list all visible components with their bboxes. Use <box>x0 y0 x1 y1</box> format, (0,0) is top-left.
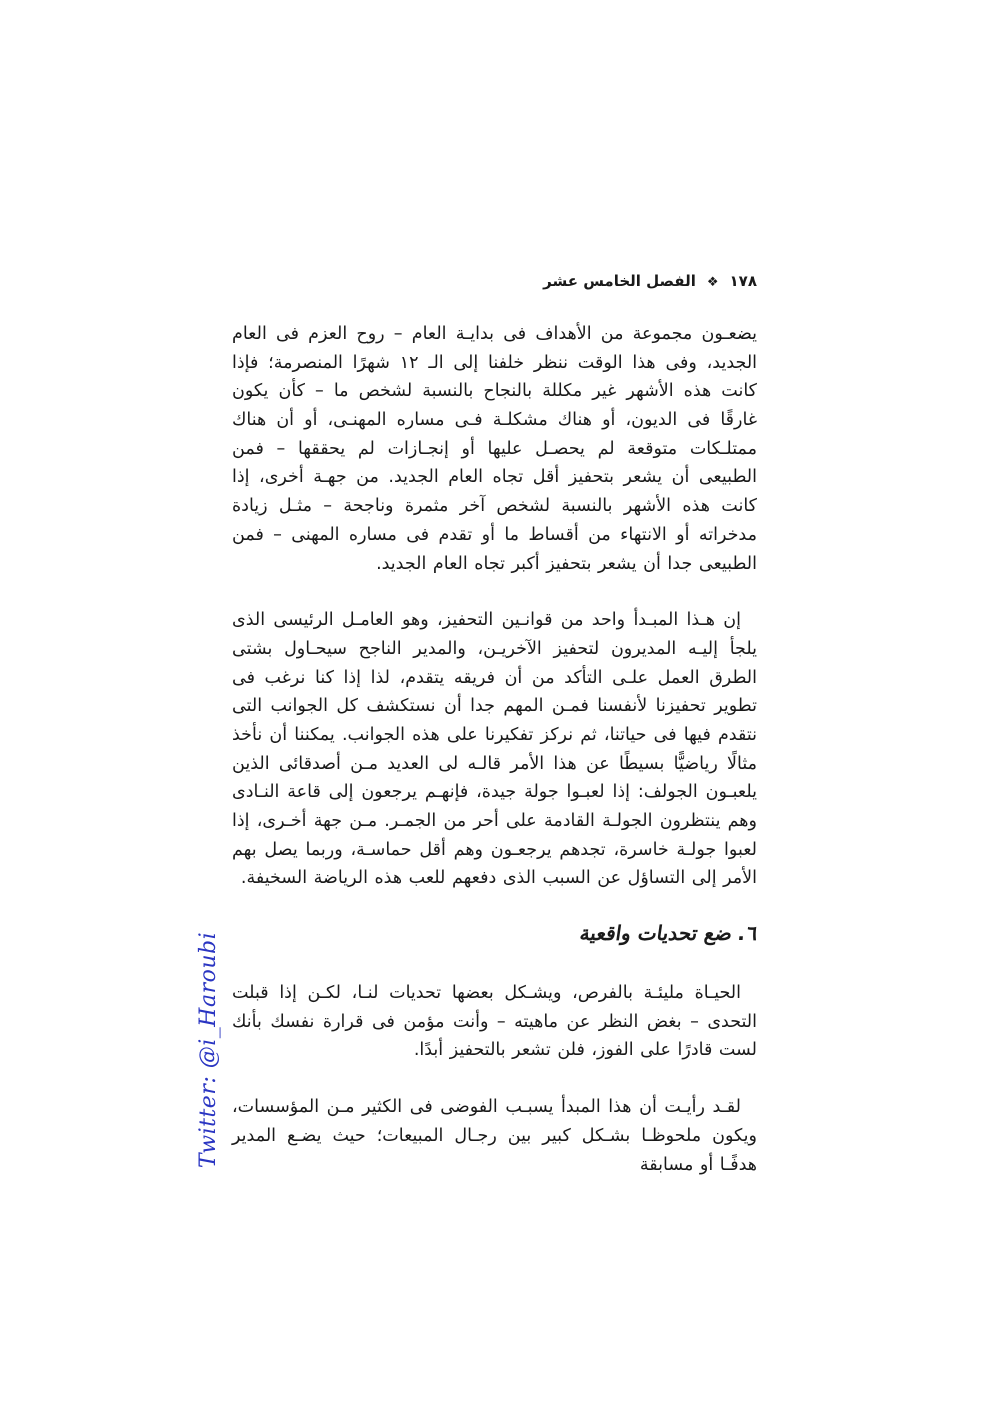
twitter-watermark: Twitter: @i_Haroubi <box>196 931 221 1169</box>
section-heading-realistic-challenges: ٦. ضع تحديات واقعية <box>576 921 757 946</box>
paragraph-motivation-principle: إن هـذا المبـدأ واحد من قوانـين التحفيز، وهو العامـل الرئيسى الذى يلجأ إليـه المديرون لتحفيز الآخريـن، والمدير الناجح سيحـاول بشتى الطرق العمل علـى التأكد من أن فريقه يتقدم، لذا إذا كنا نرغب فى تطوير تحفيزنا لأنفسنا فمـن المهم جدا أن نستكشف كل الجوانب التى نتقدم فيها فى حياتنا، ثم نركز تفكيرنا على هذه الجوانب. يمكننا أن نأخذ مثالًا رياضيًّا بسيطًا عن هذا الأمر قالـه لى العديد مـن أصدقائى الذين يلعبـون الجولف: إذا لعبـوا جولة جيدة، فإنهـم يرجعون إلى قاعة النـادى وهم ينتظرون الجولـة القادمة على أحر من الجمـر. مـن جهة أخـرى، إذا لعبوا جولـة خاسرة، تجدهم يرجعـون وهم أقل حماسـة، وربما يصل بهم الأمر إلى التساؤل عن السبب الذى دفعهم للعب هذه الرياضة السخيفة. <box>232 610 757 889</box>
paragraph-sales-managers: لقـد رأيـت أن هذا المبدأ يسبـب الفوضى فى الكثير مـن المؤسسات، ويكون ملحوظـا بشـكل كبير بين رجـال المبيعات؛ حيث يضـع المدير هدفًـا أو مسابقة <box>232 1097 757 1175</box>
chapter-ornament-icon: ❖ <box>706 274 719 290</box>
paragraph-life-opportunities: الحيـاة مليئـة بالفرص، ويشـكل بعضها تحديات لنـا، لكـن إذا قبلت التحدى – بغض النظر عن ماهيته – وأنت مؤمن فى قرارة نفسك بأنك لست قادرًا على الفوز، فلن تشعر بالتحفيز أبدًا. <box>232 983 757 1061</box>
page-number: ١٧٨ <box>729 272 757 290</box>
page-content <box>232 272 757 1207</box>
page-header <box>232 272 757 290</box>
paragraph-new-year-goals: يضعـون مجموعة من الأهداف فى بدايـة العام – روح العزم فى العام الجديد، وفى هذا الوقت ننظر خلفنا إلى الـ ١٢ شهرًا المنصرمة؛ فإذا كانت هذه الأشهر غير مكللة بالنجاح بالنسبة لشخص ما – كأن يكون غارقًا فى الديون، أو هناك مشكلـة فـى مساره المهنـى، أو أن هناك ممتلـكات متوقعة لم يحصـل عليها أو إنجـازات لم يحققها – فمن الطبيعى أن يشعر بتحفيز أقل تجاه العام الجديد. من جهـة أخرى، إذا كانت هذه الأشهر بالنسبة لشخص آخر مثمرة وناجحة – مثـل زيادة مدخراته أو الانتهاء من أقساط ما أو تقدم فى مساره المهنى – فمن الطبيعى جدا أن يشعر بتحفيز أكبر تجاه العام الجديد. <box>232 324 758 574</box>
chapter-title: الفصل الخامس عشر <box>543 272 696 290</box>
